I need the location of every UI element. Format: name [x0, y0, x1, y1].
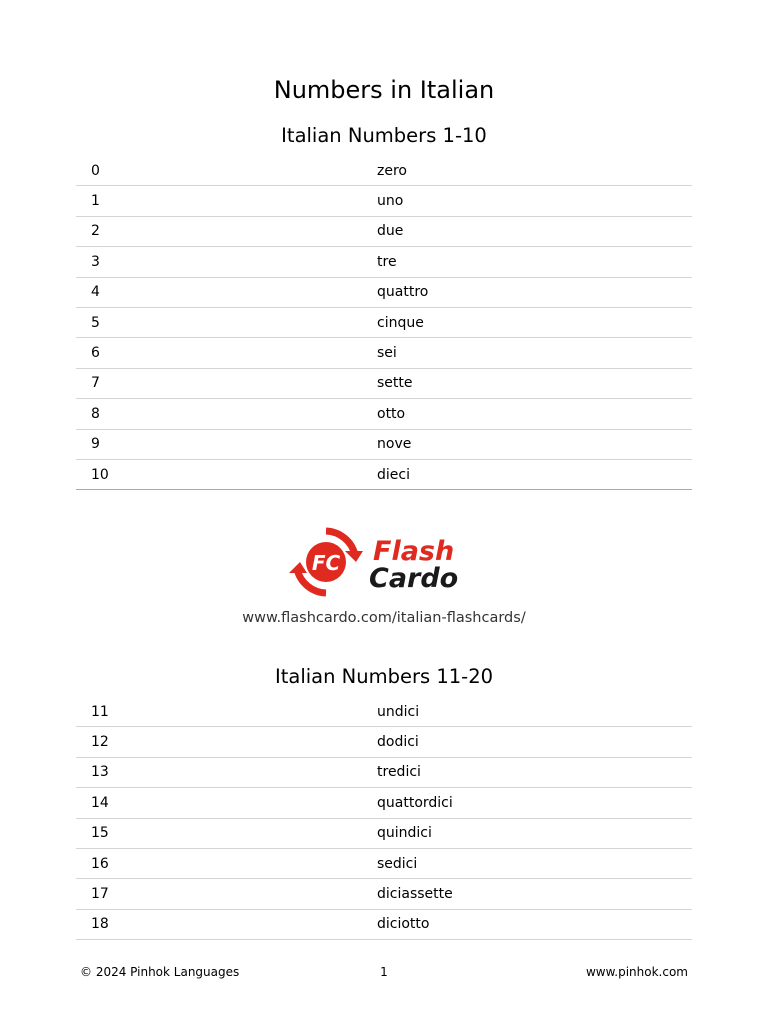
number-cell: 16 [76, 848, 377, 878]
number-cell: 13 [76, 757, 377, 787]
number-cell: 9 [76, 429, 377, 459]
number-cell: 3 [76, 247, 377, 277]
italian-word-cell: tre [377, 247, 692, 277]
numbers-table-1-10 [76, 156, 692, 490]
table-row [76, 216, 692, 246]
italian-word-cell: quattordici [377, 788, 692, 818]
number-cell: 1 [76, 186, 377, 216]
number-cell: 8 [76, 399, 377, 429]
logo-mark-text: FC [311, 551, 341, 575]
table-row [76, 186, 692, 216]
number-cell: 11 [76, 697, 377, 727]
footer-site-link[interactable]: www.pinhok.com [585, 965, 688, 979]
table-row [76, 818, 692, 848]
table-row [76, 848, 692, 878]
italian-word-cell: sei [377, 338, 692, 368]
table-row [76, 368, 692, 398]
italian-word-cell: due [377, 216, 692, 246]
number-cell: 6 [76, 338, 377, 368]
flashcardo-link[interactable]: www.flashcardo.com/italian-flashcards/ [242, 610, 526, 626]
italian-word-cell: undici [377, 697, 692, 727]
table-row [76, 788, 692, 818]
page-title: Numbers in Italian [273, 76, 495, 104]
number-cell: 4 [76, 277, 377, 307]
table-row [76, 879, 692, 909]
flashcardo-logo[interactable] [289, 527, 479, 599]
number-cell: 0 [76, 156, 377, 186]
table-row [76, 399, 692, 429]
section-heading-11-20: Italian Numbers 11-20 [274, 665, 494, 688]
italian-word-cell: quattro [377, 277, 692, 307]
table-row [76, 156, 692, 186]
number-cell: 7 [76, 368, 377, 398]
number-cell: 10 [76, 459, 377, 489]
table-row [76, 909, 692, 939]
italian-word-cell: uno [377, 186, 692, 216]
number-cell: 2 [76, 216, 377, 246]
number-cell: 12 [76, 727, 377, 757]
table-row [76, 307, 692, 337]
italian-word-cell: cinque [377, 307, 692, 337]
table-row [76, 459, 692, 489]
number-cell: 15 [76, 818, 377, 848]
italian-word-cell: quindici [377, 818, 692, 848]
italian-word-cell: dodici [377, 727, 692, 757]
italian-word-cell: tredici [377, 757, 692, 787]
table-row [76, 247, 692, 277]
logo-cardo-text: Cardo [369, 563, 459, 594]
footer-copyright: © 2024 Pinhok Languages [80, 965, 240, 979]
table-row [76, 697, 692, 727]
table-row [76, 727, 692, 757]
logo-flash-text: Flash [373, 536, 455, 567]
numbers-table-11-20 [76, 697, 692, 940]
number-cell: 5 [76, 307, 377, 337]
italian-word-cell: zero [377, 156, 692, 186]
italian-word-cell: sette [377, 368, 692, 398]
footer-page-number: 1 [380, 965, 388, 979]
table-row [76, 757, 692, 787]
table-row [76, 277, 692, 307]
number-cell: 18 [76, 909, 377, 939]
italian-word-cell: otto [377, 399, 692, 429]
table-row [76, 429, 692, 459]
logo-mark-icon [289, 531, 363, 593]
table-row [76, 338, 692, 368]
number-cell: 14 [76, 788, 377, 818]
italian-word-cell: diciotto [377, 909, 692, 939]
italian-word-cell: diciassette [377, 879, 692, 909]
italian-word-cell: dieci [377, 459, 692, 489]
section-heading-1-10: Italian Numbers 1-10 [281, 124, 487, 147]
italian-word-cell: sedici [377, 848, 692, 878]
italian-word-cell: nove [377, 429, 692, 459]
number-cell: 17 [76, 879, 377, 909]
